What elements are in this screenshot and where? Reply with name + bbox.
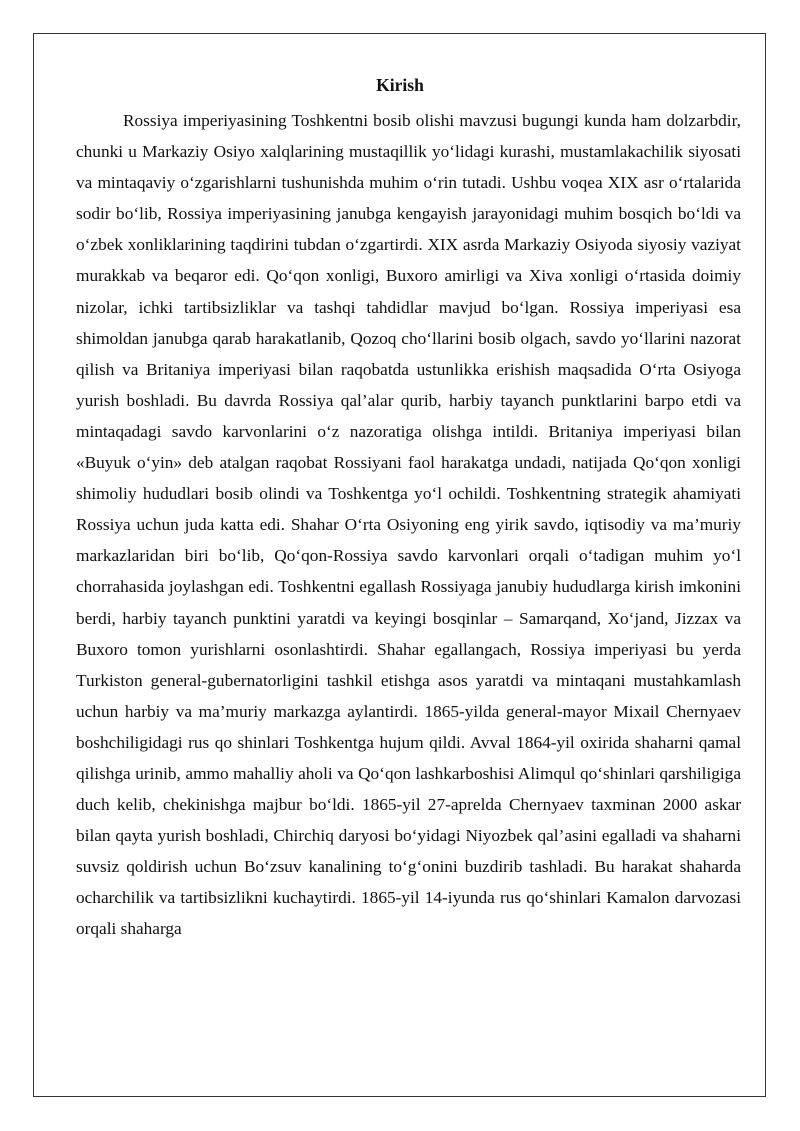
- section-title: Kirish: [376, 75, 424, 95]
- body-paragraph: Rossiya imperiyasining Toshkentni bosib olishi mavzusi bugungi kunda ham dolzarbdir, chunki u Markaziy Osiyo xalqlarining mustaqillik yo‘lidagi kurashi, mustamlakachilik siyosati va mintaqaviy o‘zgarishlarni tushunishda muhim o‘rin tutadi. Ushbu voqea XIX asr o‘rtalarida sodir bo‘lib, Rossiya imperiyasining janubga kengayish jarayonidagi muhim bosqich bo‘ldi va o‘zbek xonliklarining taqdirini tubdan o‘zgartirdi. XIX asrda Markaziy Osiyoda siyosiy vaziyat murakkab va beqaror edi. Qo‘qon xonligi, Buxoro amirligi va Xiva xonligi o‘rtasida doimiy nizolar, ichki tartibsizliklar va tashqi tahdidlar mavjud bo‘lgan. Rossiya imperiyasi esa shimoldan janubga qarab harakatlanib, Qozoq cho‘llarini bosib olgach, savdo yo‘llarini nazorat qilish va Britaniya imperiyasi bilan raqobatda ustunlikka erishish maqsadida O‘rta Osiyoga yurish boshladi. Bu davrda Rossiya qal’alar qurib, harbiy tayanch punktlarini barpo etdi va mintaqadagi savdo karvonlarini o‘z nazoratiga olishga intildi. Britaniya imperiyasi bilan «Buyuk o‘yin» deb atalgan raqobat Rossiyani faol harakatga undadi, natijada Qo‘qon xonligi shimoliy hududlari bosib olindi va Toshkentga yo‘l ochildi. Toshkentning strategik ahamiyati Rossiya uchun juda katta edi. Shahar O‘rta Osiyoning eng yirik savdo, iqtisodiy va ma’muriy markazlaridan biri bo‘lib, Qo‘qon-Rossiya savdo karvonlari orqali o‘tadigan muhim yo‘l chorrahasida joylashgan edi. Toshkentni egallash Rossiyaga janubiy hududlarga kirish imkonini berdi, harbiy tayanch punktini yaratdi va keyingi bosqinlar – Samarqand, Xo‘jand, Jizzax va Buxoro tomon yurishlarni osonlashtirdi. Shahar egallangach, Rossiya imperiyasi bu yerda Turkiston general-gubernatorligini tashkil etishga asos yaratdi va mintaqani mustahkamlash uchun harbiy va ma’muriy markazga aylantirdi. 1865-yilda general-mayor Mixail Chernyaev boshchiligidagi rus qo shinlari Toshkentga hujum qildi. Avval 1864-yil oxirida shaharni qamal qilishga urinib, ammo mahalliy aholi va Qo‘qon lashkarboshisi Alimqul qo‘shinlari qarshiligiga duch kelib, chekinishga majbur bo‘ldi. 1865-yil 27-aprelda Chernyaev taxminan 2000 askar bilan qayta yurish boshladi, Chirchiq daryosi bo‘yidagi Niyozbek qal’asini egalladi va shaharni suvsiz qoldirish uchun Bo‘zsuv kanalining to‘g‘onini buzdirib tashladi. Bu harakat shaharda ocharchilik va tartibsizlikni kuchaytirdi. 1865-yil 14-iyunda rus qo‘shinlari Kamalon darvozasi orqali shaharga: [76, 111, 741, 939]
